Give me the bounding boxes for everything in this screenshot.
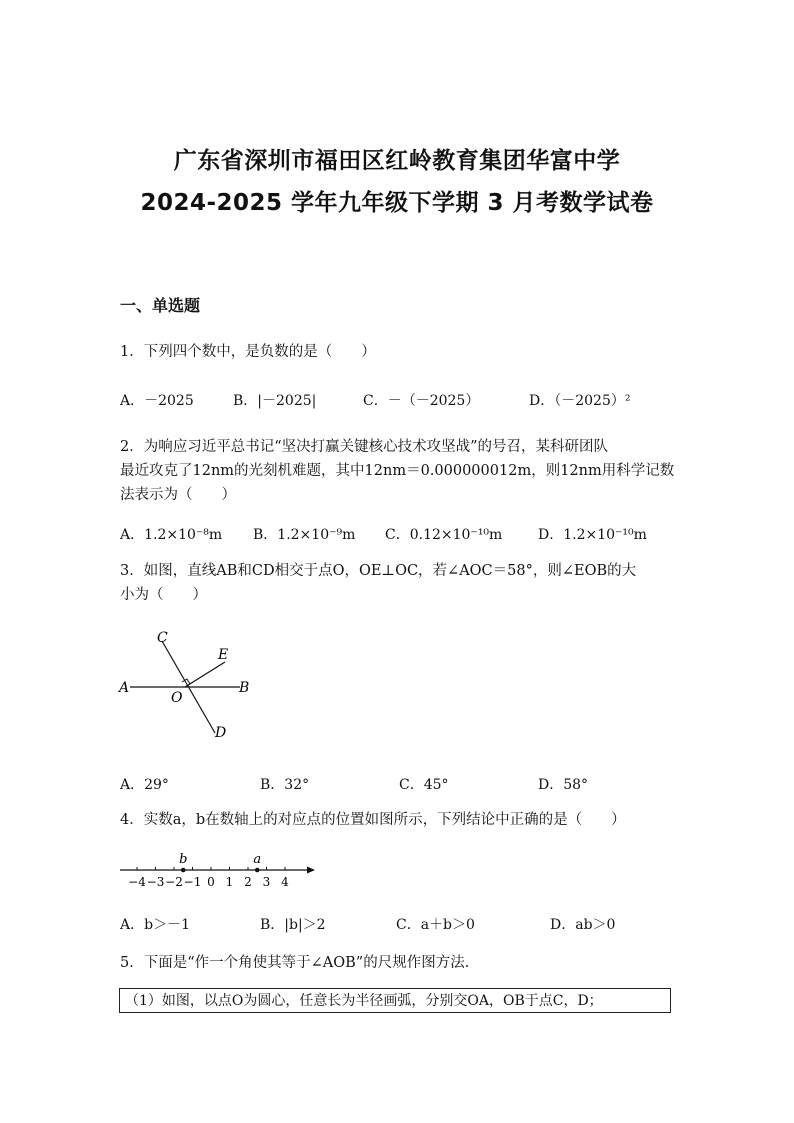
question-2-stem-line3: 法表示为（ ） xyxy=(120,487,236,503)
q3-option-c: C．45° xyxy=(399,777,449,793)
question-4-options xyxy=(120,914,680,936)
numberline-tick-label: 2 xyxy=(244,875,252,889)
point-b-label: b xyxy=(179,852,188,867)
question-4-stem: 4．实数a，b在数轴上的对应点的位置如图所示，下列结论中正确的是（ ） xyxy=(120,812,626,828)
q1-option-b: B．|－2025| xyxy=(233,393,317,409)
label-a: A xyxy=(119,680,130,696)
q4-option-d: D．ab＞0 xyxy=(550,917,616,933)
question-3-figure xyxy=(115,625,275,745)
numberline-tick-label: 3 xyxy=(262,875,271,889)
exam-title-line1: 广东省深圳市福田区红岭教育集团华富中学 xyxy=(173,148,621,174)
q1-option-d: D．（－2025）² xyxy=(529,393,631,409)
label-e: E xyxy=(218,647,229,663)
q1-option-c: C．－（－2025） xyxy=(363,393,480,409)
numberline-tick-label: −4 xyxy=(128,875,146,889)
point-a-label: a xyxy=(253,852,262,867)
question-5-stem: 5．下面是“作一个角使其等于∠AOB”的尺规作图方法. xyxy=(120,955,470,971)
question-2-stem-line2: 最近攻克了12nm的光刻机难题，其中12nm＝0.000000012m，则12nm用科学记数 xyxy=(120,463,675,479)
numberline-tick-label: −2 xyxy=(165,875,183,889)
question-2-stem-line1: 2．为响应习近平总书记“坚决打赢关键核心技术攻坚战”的号召，某科研团队 xyxy=(120,439,609,455)
question-2-options xyxy=(120,524,680,546)
question-3-stem-line2: 小为（ ） xyxy=(120,587,207,603)
label-c: C xyxy=(157,630,168,646)
numberline-arrow xyxy=(307,867,315,874)
q2-option-a: A．1.2×10⁻⁸m xyxy=(120,527,223,543)
exam-title-line2: 2024-2025 学年九年级下学期 3 月考数学试卷 xyxy=(140,190,654,216)
label-d: D xyxy=(215,725,227,741)
label-b: B xyxy=(239,680,250,696)
numberline-tick-label: −3 xyxy=(146,875,165,889)
question-3-stem-line1: 3．如图，直线AB和CD相交于点O，OE⊥OC，若∠AOC＝58°，则∠EOB的大 xyxy=(120,563,637,579)
numberline-tick-label: 1 xyxy=(225,875,234,889)
q4-option-c: C．a＋b＞0 xyxy=(396,917,475,933)
q2-option-b: B．1.2×10⁻⁹m xyxy=(253,527,356,543)
q3-option-b: B．32° xyxy=(260,777,310,793)
q3-option-d: D．58° xyxy=(538,777,589,793)
question-4-numberline xyxy=(115,848,325,890)
question-3-options xyxy=(120,774,680,796)
label-o: O xyxy=(171,690,183,706)
q3-option-a: A．29° xyxy=(120,777,169,793)
q1-option-a: A．－2025 xyxy=(120,393,194,409)
question-5-step-box: （1）如图，以点O为圆心，任意长为半径画弧，分别交OA，OB于点C，D； xyxy=(119,988,671,1013)
q2-option-d: D．1.2×10⁻¹⁰m xyxy=(538,527,647,543)
question-1-stem: 1．下列四个数中，是负数的是（ ） xyxy=(120,344,376,360)
point-b-dot xyxy=(181,868,186,873)
q4-option-a: A．b＞－1 xyxy=(120,917,190,933)
section-heading: 一、单选题 xyxy=(120,296,201,315)
question-1-options xyxy=(120,390,680,412)
numberline-tick-label: −1 xyxy=(183,875,202,889)
q4-option-b: B．|b|＞2 xyxy=(260,917,326,933)
ray-oe xyxy=(185,662,225,687)
numberline-tick-label: 0 xyxy=(207,875,215,889)
q2-option-c: C．0.12×10⁻¹⁰m xyxy=(385,527,503,543)
numberline-tick-label: 4 xyxy=(281,875,289,889)
point-a-dot xyxy=(255,868,260,873)
